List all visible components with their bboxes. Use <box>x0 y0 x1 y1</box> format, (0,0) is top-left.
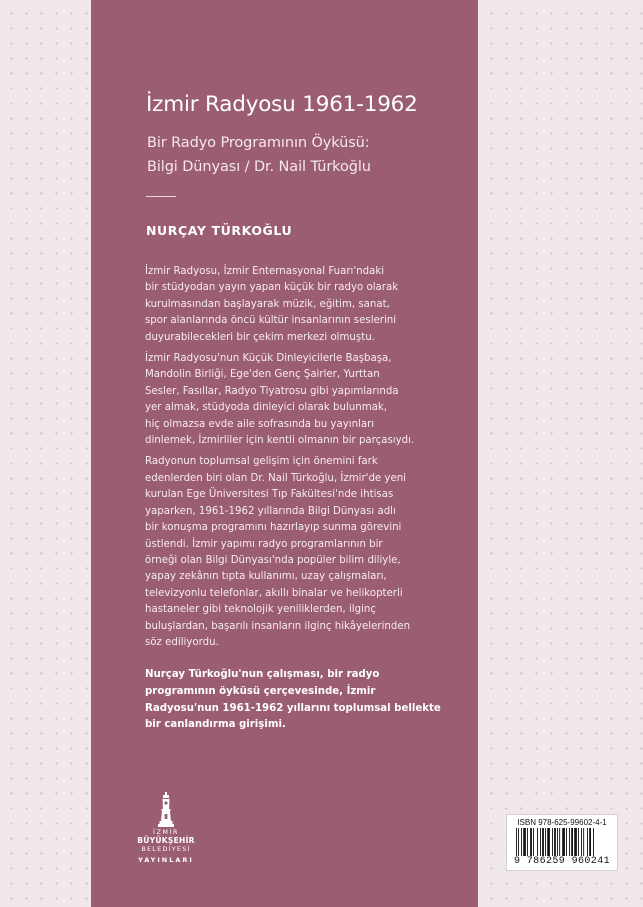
barcode-bar <box>562 828 565 856</box>
closing-statement <box>145 667 455 734</box>
text-line: Mandolin Birliği, Ege'den Genç Şairler, Yurttan <box>145 369 380 381</box>
barcode-bar <box>557 828 558 856</box>
text-line: bir canlandırma girişimi. <box>145 719 286 731</box>
text-line: örneği olan Bilgi Dünyası'nda popüler bilim diliyle, <box>145 554 401 566</box>
text-line: Radyonun toplumsal gelişim için önemini fark <box>145 456 378 468</box>
text-line: yapay zekânın tıpta kullanımı, uzay çalışmaları, <box>145 571 387 583</box>
publisher-logo <box>131 792 201 872</box>
text-line: Radyosu'nun 1961-1962 yıllarını toplumsal bellekte <box>145 702 441 714</box>
barcode-bar <box>574 828 577 856</box>
barcode-bar <box>587 828 588 856</box>
isbn-label: ISBN 978-625-99602-4-1 <box>517 818 607 827</box>
logo-text-belediyesi: BELEDİYESİ <box>141 845 191 853</box>
text-line: buluşlardan, başarılı insanların ilginç hikâyelerinden <box>145 620 411 632</box>
subtitle-line: Bir Radyo Programının Öyküsü: <box>147 135 370 151</box>
text-line: kurulan Ege Üniversitesi Tıp Fakültesi'nde ihtisas <box>145 489 394 501</box>
text-line: bir konuşma programını hazırlayıp sunma görevini <box>145 522 402 534</box>
text-line: üstlendi. İzmir yapımı radyo programlarının bir <box>145 538 383 550</box>
barcode-bar <box>559 828 560 856</box>
text-line: spor alanlarında öncü kültür insanlarının seslerini <box>145 315 397 327</box>
text-line: söz ediliyordu. <box>145 636 219 648</box>
book-subtitle <box>147 131 371 179</box>
text-line: kurulmasından başlayarak müzik, eğitim, sanat, <box>145 298 390 310</box>
barcode-bar <box>554 828 556 856</box>
barcode-bar <box>527 828 528 856</box>
barcode-bar <box>593 828 594 856</box>
barcode-bar <box>523 828 526 856</box>
book-title: İzmir Radyosu 1961-1962 <box>146 92 418 117</box>
barcode-bar <box>537 828 538 856</box>
back-cover-description <box>145 264 445 656</box>
barcode-bar <box>542 828 544 856</box>
barcode-bar <box>516 828 517 856</box>
cover-panel <box>91 0 478 907</box>
barcode-bar <box>581 828 582 856</box>
text-line: duyurabilecekleri bir çekim merkezi olmuştu. <box>145 331 375 343</box>
text-line: televizyonlu telefonlar, akıllı binalar ve helikopterli <box>145 587 403 599</box>
text-line: yer almak, stüdyoda dinleyici olarak bulunmak, <box>145 402 388 414</box>
description-paragraph <box>145 351 445 449</box>
barcode-bar <box>530 828 532 856</box>
text-line: İzmir Radyosu'nun Küçük Dinleyicilerle Başbaşa, <box>145 353 392 365</box>
text-line: bir stüdyodan yayın yapan küçük bir radyo olarak <box>145 282 399 294</box>
text-line: hiç olmazsa evde aile sofrasında bu yayınları <box>145 418 375 430</box>
text-line: İzmir Radyosu, İzmir Enternasyonal Fuarı'ndaki <box>145 266 385 277</box>
description-paragraph <box>145 264 445 346</box>
text-line: yaparken, 1961-1962 yıllarında Bilgi Dünyası adlı <box>145 505 396 517</box>
barcode-bar <box>569 828 570 856</box>
barcode-bar <box>521 828 522 856</box>
text-line: Nurçay Türkoğlu'nun çalışması, bir radyo <box>145 669 380 680</box>
barcode-bar <box>547 828 550 856</box>
barcode-bar <box>589 828 591 856</box>
barcode-bar <box>566 828 567 856</box>
text-line: programının öyküsü çerçevesinde, İzmir <box>145 685 376 697</box>
barcode-bar <box>540 828 541 856</box>
barcode-bar <box>545 828 546 856</box>
barcode-bar <box>571 828 573 856</box>
title-divider <box>146 196 176 197</box>
clock-tower-icon <box>157 792 175 828</box>
barcode-bar <box>533 828 534 856</box>
description-paragraph <box>145 454 445 651</box>
isbn-barcode <box>506 814 618 871</box>
logo-text-yayinlari: YAYINLARI <box>138 856 194 864</box>
logo-text-buyuksehir: BÜYÜKŞEHİR <box>137 836 195 845</box>
barcode-bar <box>552 828 553 856</box>
logo-text-izmir: İZMİR <box>153 828 179 836</box>
barcode-bar <box>518 828 519 856</box>
text-line: Sesler, Fasıllar, Radyo Tiyatrosu gibi yapımlarında <box>145 385 399 397</box>
text-line: hastaneler gibi teknolojik yeniliklerden, ilginç <box>145 604 376 616</box>
barcode-bars <box>516 828 608 856</box>
author-name: NURÇAY TÜRKOĞLU <box>146 223 293 238</box>
text-line: edenlerden biri olan Dr. Nail Türkoğlu, İzmir'de yeni <box>145 472 407 484</box>
subtitle-line: Bilgi Dünyası / Dr. Nail Türkoğlu <box>147 159 371 175</box>
barcode-digits: 9 786259 960241 <box>513 856 610 867</box>
barcode-bar <box>583 828 584 856</box>
barcode-bar <box>578 828 579 856</box>
text-line: dinlemek, İzmirliler için kentli olmanın bir parçasıydı. <box>145 435 415 447</box>
